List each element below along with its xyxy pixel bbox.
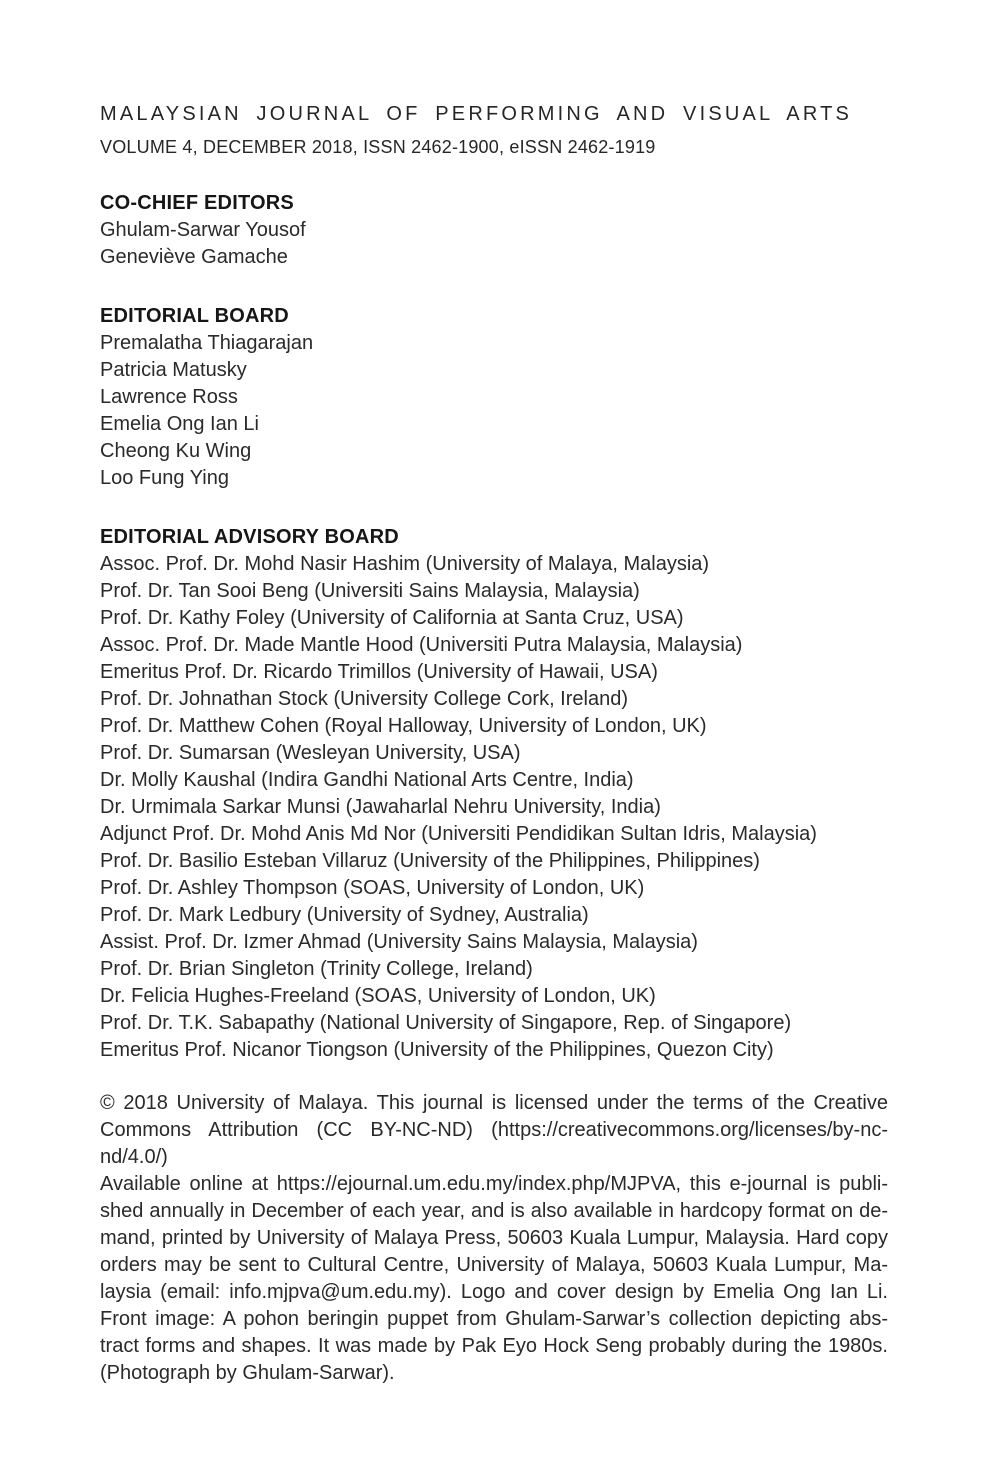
member-name: Prof. Dr. Sumarsan (Wesleyan University, USA) <box>100 742 521 764</box>
member-name: Prof. Dr. Tan Sooi Beng (Universiti Sains Malaysia, Malaysia) <box>100 580 640 602</box>
member-name: Assoc. Prof. Dr. Made Mantle Hood (Universiti Putra Malaysia, Malaysia) <box>100 634 743 656</box>
colophon-line: Front image: A pohon beringin puppet from Ghulam-Sarwar’s collection depicting abs- <box>100 1308 888 1330</box>
editorial-sections <box>100 190 888 1064</box>
page-content <box>100 102 888 1387</box>
section-heading: EDITORIAL BOARD <box>100 305 289 327</box>
colophon-line: mand, printed by University of Malaya Press, 50603 Kuala Lumpur, Malaysia. Hard copy <box>100 1227 888 1249</box>
page-subtitle: VOLUME 4, DECEMBER 2018, ISSN 2462-1900, eISSN 2462-1919 <box>100 137 656 157</box>
member-name: Dr. Molly Kaushal (Indira Gandhi National Arts Centre, India) <box>100 769 634 791</box>
colophon-line: nd/4.0/) <box>100 1146 168 1168</box>
colophon-line: (Photograph by Ghulam-Sarwar). <box>100 1362 395 1384</box>
member-name: Premalatha Thiagarajan <box>100 332 314 354</box>
member-name: Prof. Dr. Brian Singleton (Trinity College, Ireland) <box>100 958 533 980</box>
colophon-line: shed annually in December of each year, and is also available in hardcopy format on de- <box>100 1200 888 1222</box>
member-name: Prof. Dr. Matthew Cohen (Royal Halloway, University of London, UK) <box>100 715 707 737</box>
member-name: Patricia Matusky <box>100 359 247 381</box>
editorial-section <box>100 303 888 492</box>
member-name: Prof. Dr. Kathy Foley (University of California at Santa Cruz, USA) <box>100 607 684 629</box>
editorial-section <box>100 524 888 1064</box>
colophon-line: tract forms and shapes. It was made by Pak Eyo Hock Seng probably during the 1980s. <box>100 1335 888 1357</box>
member-name: Assist. Prof. Dr. Izmer Ahmad (University Sains Malaysia, Malaysia) <box>100 931 698 953</box>
member-name: Prof. Dr. Basilio Esteban Villaruz (University of the Philippines, Philippines) <box>100 850 760 872</box>
colophon-line: Commons Attribution (CC BY-NC-ND) (https://creativecommons.org/licenses/by-nc- <box>100 1119 888 1141</box>
member-name: Prof. Dr. Johnathan Stock (University College Cork, Ireland) <box>100 688 628 710</box>
member-name: Prof. Dr. Mark Ledbury (University of Sydney, Australia) <box>100 904 589 926</box>
member-name: Emelia Ong Ian Li <box>100 413 259 435</box>
section-heading: CO-CHIEF EDITORS <box>100 192 294 214</box>
colophon-line: orders may be sent to Cultural Centre, University of Malaya, 50603 Kuala Lumpur, Ma- <box>100 1254 888 1276</box>
member-name: Assoc. Prof. Dr. Mohd Nasir Hashim (University of Malaya, Malaysia) <box>100 553 710 575</box>
member-name: Lawrence Ross <box>100 386 238 408</box>
section-heading: EDITORIAL ADVISORY BOARD <box>100 526 399 548</box>
colophon-line: laysia (email: info.mjpva@um.edu.my). Logo and cover design by Emelia Ong Ian Li. <box>100 1281 888 1303</box>
member-name: Geneviève Gamache <box>100 246 288 268</box>
page-title: MALAYSIAN JOURNAL OF PERFORMING AND VISUAL ARTS <box>100 103 853 125</box>
member-name: Adjunct Prof. Dr. Mohd Anis Md Nor (Universiti Pendidikan Sultan Idris, Malaysia) <box>100 823 817 845</box>
colophon-line: © 2018 University of Malaya. This journal is licensed under the terms of the Creative <box>100 1092 888 1114</box>
colophon-line: Available online at https://ejournal.um.edu.my/index.php/MJPVA, this e-journal is publi- <box>100 1173 888 1195</box>
member-name: Ghulam-Sarwar Yousof <box>100 219 306 241</box>
member-name: Emeritus Prof. Nicanor Tiongson (University of the Philippines, Quezon City) <box>100 1039 774 1061</box>
member-name: Prof. Dr. T.K. Sabapathy (National University of Singapore, Rep. of Singapore) <box>100 1012 792 1034</box>
editorial-section <box>100 190 888 271</box>
member-name: Emeritus Prof. Dr. Ricardo Trimillos (University of Hawaii, USA) <box>100 661 658 683</box>
member-name: Loo Fung Ying <box>100 467 229 489</box>
masthead <box>100 102 888 158</box>
member-name: Cheong Ku Wing <box>100 440 252 462</box>
member-name: Dr. Urmimala Sarkar Munsi (Jawaharlal Nehru University, India) <box>100 796 661 818</box>
member-name: Dr. Felicia Hughes-Freeland (SOAS, University of London, UK) <box>100 985 656 1007</box>
member-name: Prof. Dr. Ashley Thompson (SOAS, University of London, UK) <box>100 877 645 899</box>
colophon <box>100 1090 888 1387</box>
